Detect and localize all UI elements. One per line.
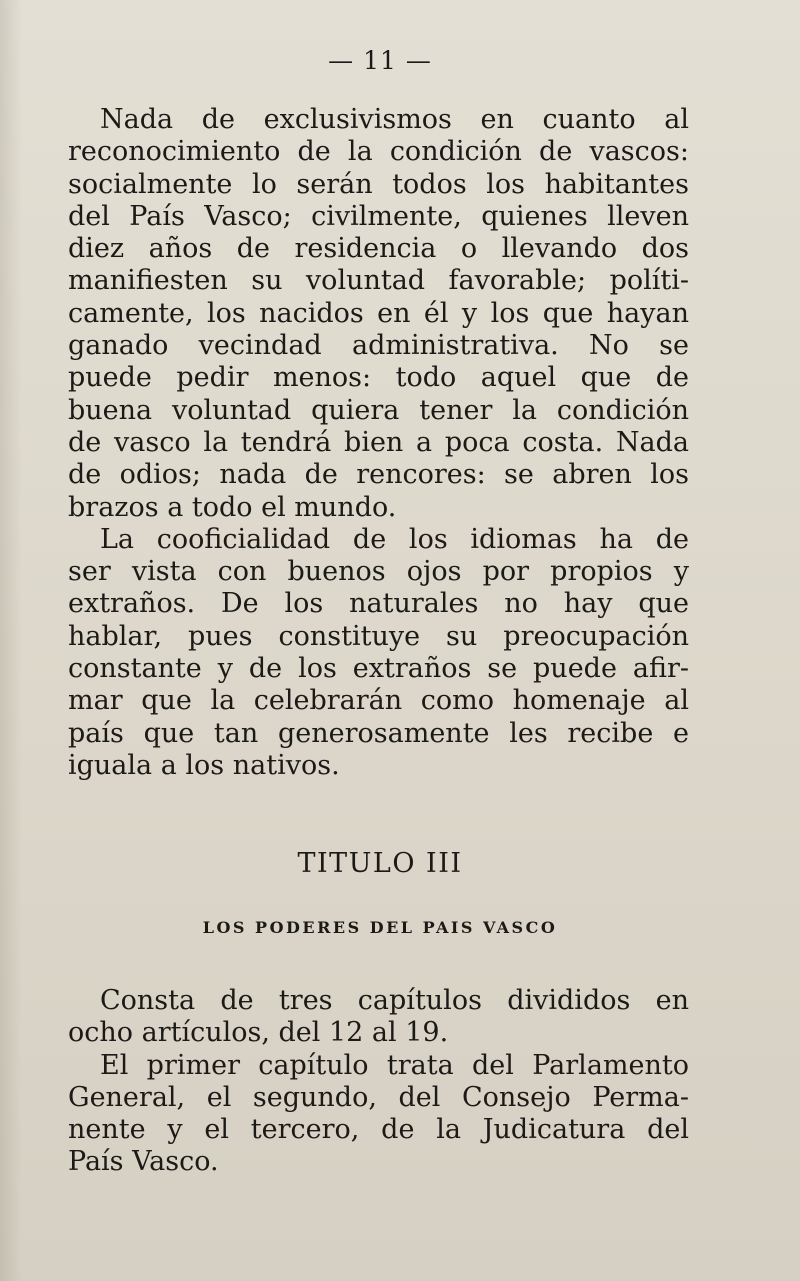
text-line: El primer capítulo trata del Parlamento <box>100 1049 689 1081</box>
text-line: ser vista con buenos ojos por propios y <box>68 556 689 588</box>
text-line: extraños. De los naturales no hay que <box>68 588 689 620</box>
text-line: Consta de tres capítulos divididos en <box>100 985 689 1016</box>
text-line: Nada de exclusivismos en cuanto al <box>100 104 689 135</box>
text-line: ocho artículos, del 12 al 19. <box>68 1017 449 1049</box>
text-line: del País Vasco; civilmente, quienes lleven <box>68 200 689 232</box>
text-line: puede pedir menos: todo aquel que de <box>68 362 689 394</box>
text-line: iguala a los nativos. <box>68 749 340 781</box>
text-line: buena voluntad quiera tener la condición <box>68 394 689 426</box>
text-line: General, el segundo, del Consejo Perma- <box>68 1081 689 1113</box>
text-line: hablar, pues constituye su preocupación <box>68 620 689 652</box>
text-line: manifiesten su voluntad favorable; políti- <box>68 265 689 297</box>
text-line: camente, los nacidos en él y los que hayan <box>68 297 689 329</box>
text-line: La cooficialidad de los idiomas ha de <box>100 523 689 555</box>
section-subtitle: LOS PODERES DEL PAIS VASCO <box>202 918 558 937</box>
text-line: brazos a todo el mundo. <box>68 491 397 523</box>
text-line: de odios; nada de rencores: se abren los <box>68 459 689 491</box>
section-title: TITULO III <box>297 848 463 879</box>
text-line: socialmente lo serán todos los habitantes <box>68 168 689 200</box>
text-line: nente y el tercero, de la Judicatura del <box>68 1114 689 1146</box>
page-number: — 11 — <box>328 46 432 75</box>
text-line: constante y de los extraños se puede afir- <box>68 653 689 685</box>
text-line: de vasco la tendrá bien a poca costa. Nada <box>68 426 689 458</box>
text-line: País Vasco. <box>68 1146 219 1178</box>
body-text <box>68 104 689 782</box>
text-line: país que tan generosamente les recibe e <box>68 717 689 749</box>
text-line: diez años de residencia o llevando dos <box>68 233 689 265</box>
text-line: ganado vecindad administrativa. No se <box>68 330 689 362</box>
text-line: reconocimiento de la condición de vascos: <box>68 136 689 168</box>
text-line: mar que la celebrarán como homenaje al <box>68 685 689 717</box>
section-text <box>68 985 689 1179</box>
